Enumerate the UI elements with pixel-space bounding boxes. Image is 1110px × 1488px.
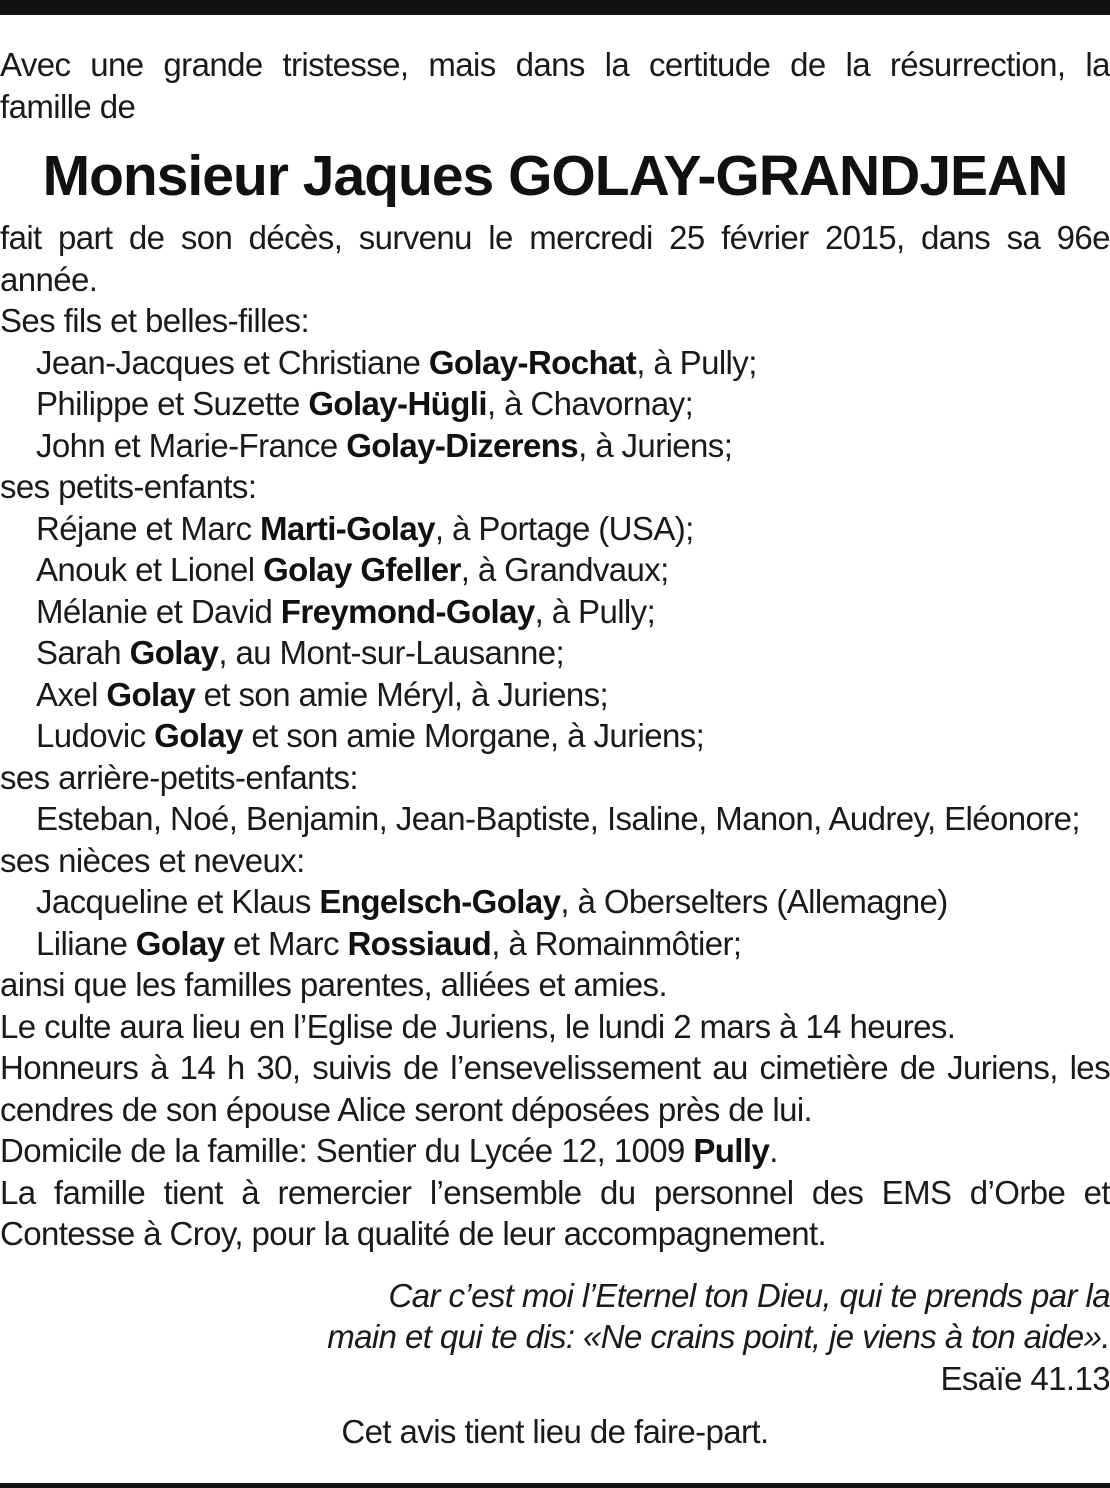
word: décès, [248, 219, 343, 256]
word: mercredi [529, 219, 653, 256]
thanks-line-2: Contesse à Croy, pour la qualité de leur accompagnement. [0, 1215, 827, 1252]
word: de [899, 1049, 936, 1086]
word: 30, [256, 1049, 301, 1086]
word: du [599, 1173, 636, 1211]
intro-line-2: famille de [0, 87, 136, 125]
word: 2015, [825, 219, 905, 256]
word: tristesse, [282, 46, 409, 83]
verse-line-2: main et qui te dis: «Ne crains point, je viens à ton aide». [327, 1318, 1110, 1355]
word: grande [163, 46, 263, 83]
family-entry: Philippe et Suzette Golay-Hügli, à Chavornay; [36, 385, 694, 422]
word: sa [1006, 219, 1041, 256]
word: fait [0, 219, 42, 256]
word: tient [163, 1173, 223, 1211]
word: mais [428, 46, 496, 83]
grandchildren-heading: ses petits-enfants: [0, 468, 257, 505]
thanks-line-1 [0, 1172, 1110, 1214]
word: Avec [0, 46, 71, 83]
announcement-line-2: année. [0, 260, 98, 298]
word: février [721, 219, 809, 256]
deceased-name: Monsieur Jaques GOLAY-GRANDJEAN [42, 144, 1068, 208]
obituary-text [0, 44, 1110, 1453]
closing-note: Cet avis tient lieu de faire-part. [341, 1413, 769, 1450]
bottom-rule [0, 1483, 1110, 1488]
family-entry: Ludovic Golay et son amie Morgane, à Juriens; [36, 717, 705, 754]
word: et [1083, 1173, 1110, 1211]
sons-heading: Ses fils et belles-filles: [0, 302, 310, 339]
word: remercier [277, 1173, 412, 1211]
top-rule [0, 0, 1110, 15]
verse-line-1: Car c’est moi l’Eternel ton Dieu, qui te prends par la [388, 1276, 1110, 1314]
word: h [226, 1049, 245, 1086]
word: à [241, 1173, 260, 1211]
verse-reference: Esaïe 41.13 [940, 1359, 1110, 1397]
honneurs-line-2: cendres de son épouse Alice seront déposées près de lui. [0, 1090, 813, 1128]
family-entry: Anouk et Lionel Golay Gfeller, à Grandvaux; [36, 551, 669, 588]
great-grandchildren-heading: ses arrière-petits-enfants: [0, 758, 358, 796]
family-entry: Jean-Jacques et Christiane Golay-Rochat, à Pully; [36, 343, 757, 381]
family-entry: Liliane Golay et Marc Rossiaud, à Romainmôtier; [36, 924, 742, 962]
family-entry: Axel Golay et son amie Méryl, à Juriens; [36, 675, 609, 713]
service-line: Le culte aura lieu en l’Eglise de Juriens, le lundi 2 mars à 14 heures. [0, 1007, 956, 1045]
word: suivis [312, 1049, 392, 1086]
family-entry: Jacqueline et Klaus Engelsch-Golay, à Oberselters (Allemagne) [36, 883, 948, 920]
word: de [402, 1049, 439, 1086]
word: de [790, 46, 826, 83]
word: famille [53, 1173, 146, 1211]
word: Honneurs [0, 1049, 139, 1086]
word: une [90, 46, 144, 83]
word: les [1069, 1049, 1110, 1086]
word: dans [921, 219, 991, 256]
word: des [811, 1173, 864, 1211]
announcement-line-1 [0, 217, 1110, 259]
word: dans [515, 46, 585, 83]
family-entry: John et Marie-France Golay-Dizerens, à Juriens; [36, 426, 733, 464]
word: 25 [669, 219, 705, 256]
word: la [604, 46, 630, 83]
word: part [58, 219, 113, 256]
word: survenu [358, 219, 472, 256]
nieces-heading: ses nièces et neveux: [0, 841, 305, 879]
families-line: ainsi que les familles parentes, alliées et amies. [0, 966, 668, 1003]
family-entry: Réjane et Marc Marti-Golay, à Portage (USA); [36, 509, 694, 547]
word: 14 [179, 1049, 216, 1086]
honneurs-line-1 [0, 1047, 1110, 1089]
word: personnel [653, 1173, 794, 1211]
great-grandchildren-names: Esteban, Noé, Benjamin, Jean-Baptiste, Isaline, Manon, Audrey, Eléonore; [36, 800, 1080, 837]
word: certitude [649, 46, 771, 83]
word: La [0, 1173, 36, 1211]
word: résurrection, [889, 46, 1066, 83]
word: Juriens, [947, 1049, 1058, 1086]
word: au [712, 1049, 748, 1086]
word: son [180, 219, 233, 256]
word: la [845, 46, 870, 83]
word: d’Orbe [969, 1173, 1066, 1211]
word: de [128, 219, 165, 256]
intro-line-1 [0, 44, 1110, 86]
word: le [488, 219, 513, 256]
word: à [150, 1049, 168, 1086]
domicile-line: Domicile de la famille: Sentier du Lycée 12, 1009 Pully. [0, 1132, 778, 1169]
word: cimetière [759, 1049, 889, 1086]
family-entry: Mélanie et David Freymond-Golay, à Pully; [36, 592, 656, 630]
word: l’ensevelissement [450, 1049, 701, 1086]
word: l’ensemble [429, 1173, 582, 1211]
family-entry: Sarah Golay, au Mont-sur-Lausanne; [36, 634, 565, 671]
word: 96e [1056, 219, 1110, 256]
word: EMS [881, 1173, 952, 1211]
word: la [1085, 46, 1110, 83]
